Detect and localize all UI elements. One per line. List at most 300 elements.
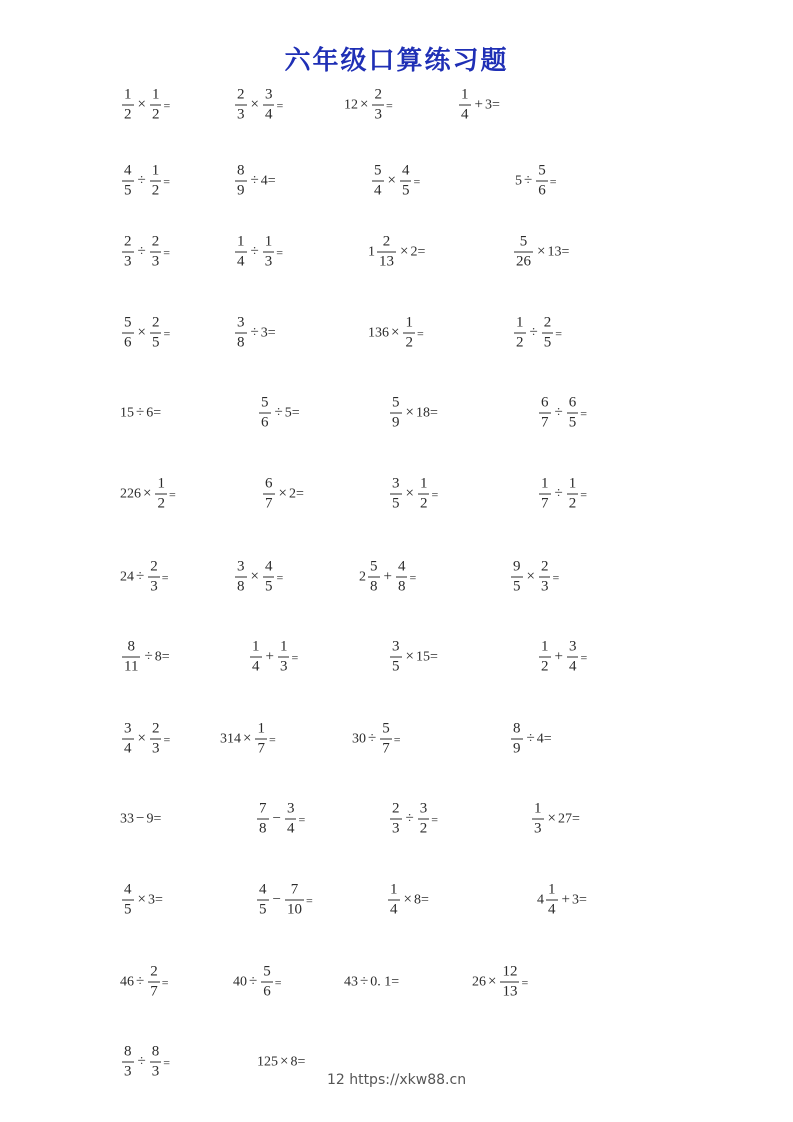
fraction (285, 802, 297, 837)
operator: × (400, 243, 409, 260)
operator: ÷ (554, 404, 563, 421)
arithmetic-problem (370, 164, 420, 199)
numerator: 3 (237, 314, 245, 331)
numerator: 9 (513, 558, 521, 575)
fraction (255, 722, 267, 757)
equals-sign: = (431, 487, 439, 501)
operator: ÷ (136, 404, 145, 421)
arithmetic-problem (509, 722, 552, 757)
arithmetic-problem (261, 477, 304, 512)
denominator: 13 (502, 983, 518, 1000)
numerator: 2 (392, 800, 400, 817)
numerator: 5 (370, 558, 378, 575)
operator: ÷ (250, 324, 259, 341)
fraction (567, 396, 579, 431)
number-text: 4= (536, 731, 552, 746)
numerator: 2 (151, 720, 160, 737)
denominator: 3 (540, 578, 549, 595)
equals-sign: = (431, 812, 439, 826)
numerator: 2 (150, 963, 158, 980)
fraction (390, 396, 402, 431)
arithmetic-problem (388, 640, 438, 675)
equals-sign: = (268, 732, 276, 746)
numerator: 8 (237, 162, 245, 179)
arithmetic-problem (120, 477, 176, 512)
denominator: 7 (541, 495, 549, 512)
numerator: 4 (401, 162, 410, 179)
denominator: 7 (257, 740, 265, 757)
fraction (150, 164, 162, 199)
number-text: 4= (260, 173, 276, 188)
numerator: 1 (405, 314, 413, 331)
equals-sign: = (163, 732, 171, 746)
fraction (536, 164, 548, 199)
numerator: 1 (548, 881, 556, 898)
denominator: 13 (379, 253, 394, 270)
arithmetic-problem (120, 965, 169, 1000)
fraction (459, 88, 471, 123)
equals-sign: = (274, 975, 282, 989)
operator: × (391, 324, 400, 341)
numerator: 2 (124, 233, 132, 250)
denominator: 3 (150, 578, 158, 595)
number-text: 6= (146, 405, 162, 420)
denominator: 4 (374, 182, 382, 199)
fraction (372, 88, 384, 123)
arithmetic-problem (537, 396, 587, 431)
denominator: 2 (151, 182, 160, 199)
equals-sign: = (168, 487, 176, 501)
arithmetic-problem (344, 975, 399, 990)
numerator: 1 (279, 638, 288, 655)
number-text: 15 (120, 405, 134, 420)
operator: ÷ (554, 485, 563, 502)
operator: × (360, 96, 369, 113)
number-text: 8= (290, 1054, 306, 1069)
equals-sign: = (163, 98, 171, 112)
fraction (235, 88, 247, 123)
denominator: 10 (286, 901, 302, 918)
numerator: 5 (374, 162, 382, 179)
numerator: 1 (151, 86, 160, 103)
equals-sign: = (393, 732, 401, 746)
numerator: 8 (124, 1043, 132, 1060)
arithmetic-problem (248, 640, 298, 675)
operator: ÷ (529, 324, 538, 341)
operator: + (474, 96, 483, 113)
equals-sign: = (580, 487, 588, 501)
fraction (250, 640, 262, 675)
fraction (539, 396, 551, 431)
numerator: 5 (392, 394, 400, 411)
equals-sign: = (163, 174, 171, 188)
operator: × (537, 243, 546, 260)
number-text: 15= (415, 649, 438, 664)
arithmetic-problem (368, 316, 424, 351)
fraction (390, 640, 402, 675)
denominator: 6 (538, 182, 546, 199)
operator: × (137, 730, 146, 747)
denominator: 2 (124, 106, 132, 123)
fraction (235, 164, 247, 199)
denominator: 26 (516, 253, 531, 270)
equals-sign: = (305, 893, 313, 907)
denominator: 5 (264, 578, 273, 595)
numerator: 1 (534, 800, 542, 817)
numerator: 2 (150, 558, 158, 575)
operator: ÷ (137, 1053, 146, 1070)
arithmetic-problem (368, 235, 425, 270)
fraction (150, 235, 162, 270)
denominator: 3 (237, 106, 245, 123)
equals-sign: = (580, 406, 588, 420)
equals-sign: = (163, 245, 171, 259)
equals-sign: = (163, 326, 171, 340)
denominator: 4 (286, 820, 295, 837)
denominator: 3 (279, 658, 288, 675)
fraction (257, 883, 269, 918)
operator: ÷ (250, 172, 259, 189)
operator: × (387, 172, 396, 189)
numerator: 4 (397, 558, 406, 575)
denominator: 3 (151, 1063, 160, 1080)
denominator: 2 (157, 495, 165, 512)
numerator: 5 (382, 720, 390, 737)
numerator: 1 (541, 638, 549, 655)
arithmetic-problem (472, 965, 528, 1000)
arithmetic-problem (257, 1055, 305, 1070)
arithmetic-problem (515, 164, 557, 199)
fraction (148, 560, 160, 595)
number-text: 12 (344, 97, 358, 112)
fraction (235, 235, 247, 270)
page-footer: 12 https://xkw88.cn (326, 1072, 467, 1088)
operator: × (488, 973, 497, 990)
fraction (390, 802, 402, 837)
number-text: 3= (484, 97, 500, 112)
operator: ÷ (144, 648, 153, 665)
numerator: 6 (568, 394, 577, 411)
equals-sign: = (298, 812, 306, 826)
fraction (514, 235, 533, 270)
denominator: 8 (397, 578, 406, 595)
numerator: 4 (124, 162, 132, 179)
fraction (263, 88, 275, 123)
number-text: 30 (352, 731, 366, 746)
numerator: 3 (568, 638, 577, 655)
number-text: 136 (368, 325, 389, 340)
arithmetic-problem (388, 396, 438, 431)
fraction (235, 316, 247, 351)
equals-sign: = (385, 98, 393, 112)
fraction (259, 396, 271, 431)
page-title: 六年级口算练习题 (284, 46, 509, 76)
fraction (235, 560, 247, 595)
fraction (368, 560, 380, 595)
equals-sign: = (276, 98, 284, 112)
arithmetic-problem (388, 477, 438, 512)
arithmetic-problem (233, 235, 283, 270)
operator: × (243, 730, 252, 747)
equals-sign: = (161, 570, 169, 584)
fraction (400, 164, 412, 199)
arithmetic-problem (120, 722, 170, 757)
operator: − (136, 810, 145, 827)
fraction (148, 965, 160, 1000)
operator: × (137, 96, 146, 113)
fraction (396, 560, 408, 595)
arithmetic-problem (120, 560, 169, 595)
fraction (122, 316, 134, 351)
fraction (380, 722, 392, 757)
numerator: 6 (541, 394, 549, 411)
operator: × (403, 891, 412, 908)
denominator: 2 (568, 495, 577, 512)
denominator: 5 (124, 901, 132, 918)
denominator: 7 (265, 495, 273, 512)
denominator: 11 (124, 658, 139, 675)
equals-sign: = (276, 245, 284, 259)
fraction (514, 316, 526, 351)
equals-sign: = (409, 570, 417, 584)
operator: + (554, 648, 563, 665)
numerator: 8 (151, 1043, 160, 1060)
arithmetic-problem (457, 88, 500, 123)
denominator: 6 (124, 334, 132, 351)
equals-sign: = (161, 975, 169, 989)
number-text: 43 (344, 974, 358, 989)
denominator: 4 (390, 901, 398, 918)
numerator: 1 (157, 475, 165, 492)
denominator: 2 (516, 334, 524, 351)
fraction (263, 560, 275, 595)
number-text: 9= (146, 811, 162, 826)
operator: − (272, 810, 281, 827)
numerator: 7 (290, 881, 299, 898)
numerator: 12 (502, 963, 518, 980)
numerator: 6 (265, 475, 273, 492)
number-text: 314 (220, 731, 241, 746)
operator: ÷ (368, 730, 377, 747)
fraction (532, 802, 544, 837)
denominator: 3 (392, 820, 400, 837)
numerator: 1 (237, 233, 245, 250)
denominator: 3 (374, 106, 382, 123)
numerator: 5 (519, 233, 528, 250)
fraction (542, 316, 554, 351)
fraction (567, 477, 579, 512)
denominator: 2 (151, 106, 160, 123)
denominator: 9 (513, 740, 521, 757)
numerator: 1 (264, 233, 273, 250)
fraction (567, 640, 579, 675)
fraction (546, 883, 558, 918)
fraction (263, 477, 275, 512)
denominator: 3 (124, 253, 132, 270)
number-text: 3= (571, 892, 587, 907)
operator: ÷ (137, 172, 146, 189)
operator: ÷ (524, 172, 533, 189)
operator: ÷ (136, 973, 145, 990)
numerator: 1 (419, 475, 428, 492)
operator: + (561, 891, 570, 908)
number-text: 5 (515, 173, 522, 188)
equals-sign: = (521, 975, 529, 989)
numerator: 3 (124, 720, 132, 737)
number-text: 125 (257, 1054, 278, 1069)
operator: × (405, 648, 414, 665)
numerator: 1 (151, 162, 160, 179)
arithmetic-problem (120, 640, 170, 675)
fraction (539, 477, 551, 512)
arithmetic-problem (220, 722, 276, 757)
fraction (285, 883, 304, 918)
operator: ÷ (137, 243, 146, 260)
arithmetic-problem (352, 722, 401, 757)
denominator: 2 (405, 334, 413, 351)
number-text: 3= (260, 325, 276, 340)
arithmetic-problem (509, 560, 559, 595)
arithmetic-problem (233, 88, 283, 123)
operator: + (265, 648, 274, 665)
equals-sign: = (552, 570, 560, 584)
numerator: 1 (257, 720, 265, 737)
number-text: 2= (288, 486, 304, 501)
fraction (377, 235, 396, 270)
number-text: 8= (413, 892, 429, 907)
arithmetic-problem (512, 316, 562, 351)
operator: ÷ (526, 730, 535, 747)
numerator: 8 (127, 638, 135, 655)
denominator: 9 (392, 414, 400, 431)
denominator: 9 (237, 182, 245, 199)
fraction (122, 235, 134, 270)
fraction (539, 560, 551, 595)
fraction (511, 560, 523, 595)
arithmetic-problem (120, 235, 170, 270)
numerator: 2 (151, 314, 160, 331)
fraction (418, 802, 430, 837)
numerator: 3 (419, 800, 428, 817)
operator: × (405, 404, 414, 421)
denominator: 4 (252, 658, 260, 675)
numerator: 7 (259, 800, 267, 817)
fraction (150, 722, 162, 757)
denominator: 8 (237, 578, 245, 595)
denominator: 5 (151, 334, 160, 351)
number-text: 2= (410, 244, 426, 259)
denominator: 4 (548, 901, 556, 918)
arithmetic-problem (537, 477, 587, 512)
fraction (403, 316, 415, 351)
fraction (122, 88, 134, 123)
numerator: 2 (543, 314, 552, 331)
operator: × (137, 324, 146, 341)
equals-sign: = (163, 1055, 171, 1069)
numerator: 4 (124, 881, 132, 898)
numerator: 4 (259, 881, 267, 898)
fraction (278, 640, 290, 675)
number-text: 46 (120, 974, 134, 989)
number-text: 0. 1= (370, 974, 400, 989)
equals-sign: = (549, 174, 557, 188)
equals-sign: = (416, 326, 424, 340)
arithmetic-problem (386, 883, 429, 918)
arithmetic-problem (120, 883, 163, 918)
operator: ÷ (249, 973, 258, 990)
number-text: 40 (233, 974, 247, 989)
operator: − (272, 891, 281, 908)
numerator: 5 (124, 314, 132, 331)
denominator: 5 (392, 495, 400, 512)
operator: ÷ (360, 973, 369, 990)
numerator: 1 (516, 314, 524, 331)
denominator: 5 (392, 658, 400, 675)
numerator: 4 (264, 558, 273, 575)
operator: ÷ (405, 810, 414, 827)
arithmetic-problem (120, 164, 170, 199)
numerator: 3 (392, 475, 400, 492)
numerator: 3 (264, 86, 273, 103)
equals-sign: = (580, 650, 588, 664)
arithmetic-problem (233, 164, 276, 199)
numerator: 8 (513, 720, 521, 737)
fraction (122, 164, 134, 199)
number-text: 3= (147, 892, 163, 907)
number-text: 33 (120, 811, 134, 826)
numerator: 5 (263, 963, 271, 980)
numerator: 2 (151, 233, 160, 250)
fraction (539, 640, 551, 675)
operator: + (383, 568, 392, 585)
numerator: 2 (237, 86, 245, 103)
fraction (150, 316, 162, 351)
denominator: 2 (541, 658, 549, 675)
denominator: 4 (264, 106, 273, 123)
arithmetic-problem (233, 560, 283, 595)
arithmetic-problem (255, 802, 305, 837)
denominator: 5 (259, 901, 267, 918)
operator: × (143, 485, 152, 502)
operator: × (526, 568, 535, 585)
arithmetic-problem (120, 316, 170, 351)
number-text: 226 (120, 486, 141, 501)
denominator: 7 (541, 414, 549, 431)
denominator: 8 (237, 334, 245, 351)
arithmetic-problem (120, 812, 161, 827)
numerator: 1 (541, 475, 549, 492)
number-text: 13= (547, 244, 570, 259)
fraction (122, 883, 134, 918)
arithmetic-problem (257, 396, 300, 431)
arithmetic-problem (233, 965, 282, 1000)
numerator: 1 (390, 881, 398, 898)
number-text: 24 (120, 569, 134, 584)
denominator: 8 (259, 820, 267, 837)
arithmetic-problem (359, 560, 416, 595)
operator: × (280, 1053, 289, 1070)
denominator: 5 (401, 182, 410, 199)
arithmetic-problem (233, 316, 276, 351)
fraction (263, 235, 275, 270)
arithmetic-problem (120, 88, 170, 123)
numerator: 3 (286, 800, 295, 817)
operator: ÷ (250, 243, 259, 260)
operator: × (250, 96, 259, 113)
denominator: 5 (543, 334, 552, 351)
denominator: 6 (261, 414, 269, 431)
arithmetic-problem (512, 235, 569, 270)
